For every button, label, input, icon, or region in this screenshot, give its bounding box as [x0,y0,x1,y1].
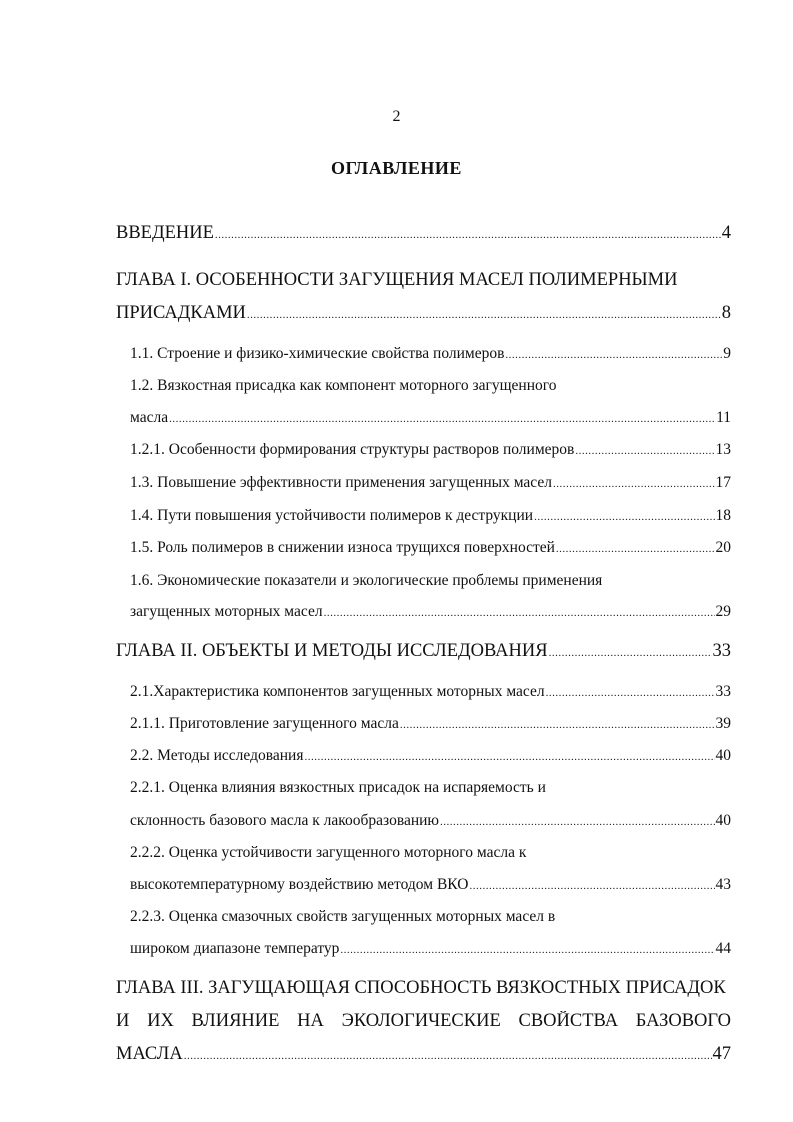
toc-entry-1-2-1[interactable] [130,441,731,459]
toc-entry-page: 33 [715,683,731,700]
toc-entry-2-2-1-line1[interactable] [130,779,731,797]
dot-leader [215,229,721,241]
dot-leader [247,309,721,321]
toc-entry-1-4[interactable] [130,507,731,525]
toc-entry-chapter-2[interactable] [116,641,731,662]
toc-entry-chapter-1-line1[interactable] [116,270,731,291]
toc-entry-chapter-1-line2[interactable] [116,303,731,324]
toc-entry-page: 40 [715,747,731,764]
toc-entry-introduction[interactable] [116,223,731,244]
toc-entry-1-1[interactable] [130,345,731,363]
toc-entry-2-2-1-line2[interactable] [130,812,731,830]
toc-entry-page: 20 [715,539,731,556]
toc-entry-1-2-line2[interactable] [130,409,731,427]
toc-entry-text: ГЛАВА II. ОБЪЕКТЫ И МЕТОДЫ ИССЛЕДОВАНИЯ [116,641,548,661]
toc-entry-text: ВВЕДЕНИЕ [116,223,214,243]
toc-entry-page: 9 [723,345,731,362]
toc-entry-text: 2.2.3. Оценка смазочных свойств загущенных моторных масел в [130,908,556,925]
dot-leader [184,1050,712,1062]
toc-entry-2-2[interactable] [130,747,731,765]
toc-entry-page: 13 [715,441,731,458]
toc-entry-page: 47 [712,1044,731,1064]
toc-entry-text: ПРИСАДКАМИ [116,303,246,323]
dot-leader [169,413,715,425]
toc-entry-1-6-line1[interactable] [130,572,731,590]
toc-entry-text: 2.2.2. Оценка устойчивости загущенного моторного масла к [130,844,527,861]
toc-entry-page: 17 [715,474,731,491]
toc-entry-text: 1.2.1. Особенности формирования структуры растворов полимеров [130,441,575,458]
toc-entry-page: 33 [712,641,731,661]
toc-entry-1-5[interactable] [130,539,731,557]
toc-entry-text: склонность базового масла к лакообразованию [130,812,440,829]
toc-entry-page: 39 [715,715,731,732]
toc-entry-2-2-2-line1[interactable] [130,844,731,862]
toc-entry-chapter-3-line2[interactable] [116,1011,731,1032]
dot-leader [440,816,714,828]
toc-entry-page: 29 [715,603,731,620]
toc-entry-text: 2.1.1. Приготовление загущенного масла [130,715,399,732]
toc-entry-text: 1.6. Экономические показатели и экологические проблемы применения [130,572,603,589]
toc-entry-text: МАСЛА [116,1044,183,1064]
toc-entry-text: И ИХ ВЛИЯНИЕ НА ЭКОЛОГИЧЕСКИЕ СВОЙСТВА БАЗОВОГО [116,1011,731,1031]
dot-leader [304,751,714,763]
dot-leader [324,607,715,619]
toc-entry-text: 1.3. Повышение эффективности применения загущенных масел [130,474,552,491]
dot-leader [534,511,714,523]
toc-entry-text: 1.2. Вязкостная присадка как компонент моторного загущенного [130,377,557,394]
page-number: 2 [392,108,401,125]
toc-entry-page: 44 [715,940,731,957]
dot-leader [505,349,722,361]
toc-entry-page: 11 [716,409,731,426]
dot-leader [549,647,712,659]
toc-entry-2-2-3-line2[interactable] [130,940,731,958]
toc-title: ОГЛАВЛЕНИЕ [331,158,462,178]
toc-entry-text: 1.5. Роль полимеров в снижении износа трущихся поверхностей [130,539,555,556]
toc-entry-page: 43 [715,876,731,893]
toc-entry-text: ГЛАВА III. ЗАГУЩАЮЩАЯ СПОСОБНОСТЬ ВЯЗКОСТНЫХ ПРИСАДОК [116,978,726,998]
toc-entry-page: 8 [721,303,731,323]
toc-entry-chapter-3-line3[interactable] [116,1044,731,1065]
toc-entry-2-2-3-line1[interactable] [130,908,731,926]
toc-entry-text: 1.1. Строение и физико-химические свойства полимеров [130,345,505,362]
toc-entry-text: ГЛАВА I. ОСОБЕННОСТИ ЗАГУЩЕНИЯ МАСЕЛ ПОЛИМЕРНЫМИ [116,270,678,290]
toc-entry-page: 4 [721,223,731,243]
toc-entry-text: 1.4. Пути повышения устойчивости полимеров к деструкции [130,507,534,524]
toc-entry-text: 2.1.Характеристика компонентов загущенных моторных масел [130,683,545,700]
toc-entry-text: 2.2.1. Оценка влияния вязкостных присадок на испаряемость и [130,779,546,796]
toc-entry-2-1-1[interactable] [130,715,731,733]
dot-leader [469,880,714,892]
toc-entry-page: 40 [715,812,731,829]
dot-leader [400,719,715,731]
dot-leader [556,543,715,555]
toc-entry-text: 2.2. Методы исследования [130,747,304,764]
dot-leader [340,944,714,956]
dot-leader [546,687,715,699]
toc-entry-text: загущенных моторных масел [130,603,323,620]
dot-leader [553,478,715,490]
toc-entry-text: масла [130,409,169,426]
toc-entry-1-6-line2[interactable] [130,603,731,621]
toc-entry-2-2-2-line2[interactable] [130,876,731,894]
toc-entry-page: 18 [715,507,731,524]
dot-leader [575,445,714,457]
toc-entry-chapter-3-line1[interactable] [116,978,731,999]
toc-entry-text: высокотемпературному воздействию методом ВКО [130,876,469,893]
toc-entry-text: широком диапазоне температур [130,940,340,957]
toc-entry-1-3[interactable] [130,474,731,492]
toc-entry-2-1[interactable] [130,683,731,701]
toc-entry-1-2-line1[interactable] [130,377,731,395]
